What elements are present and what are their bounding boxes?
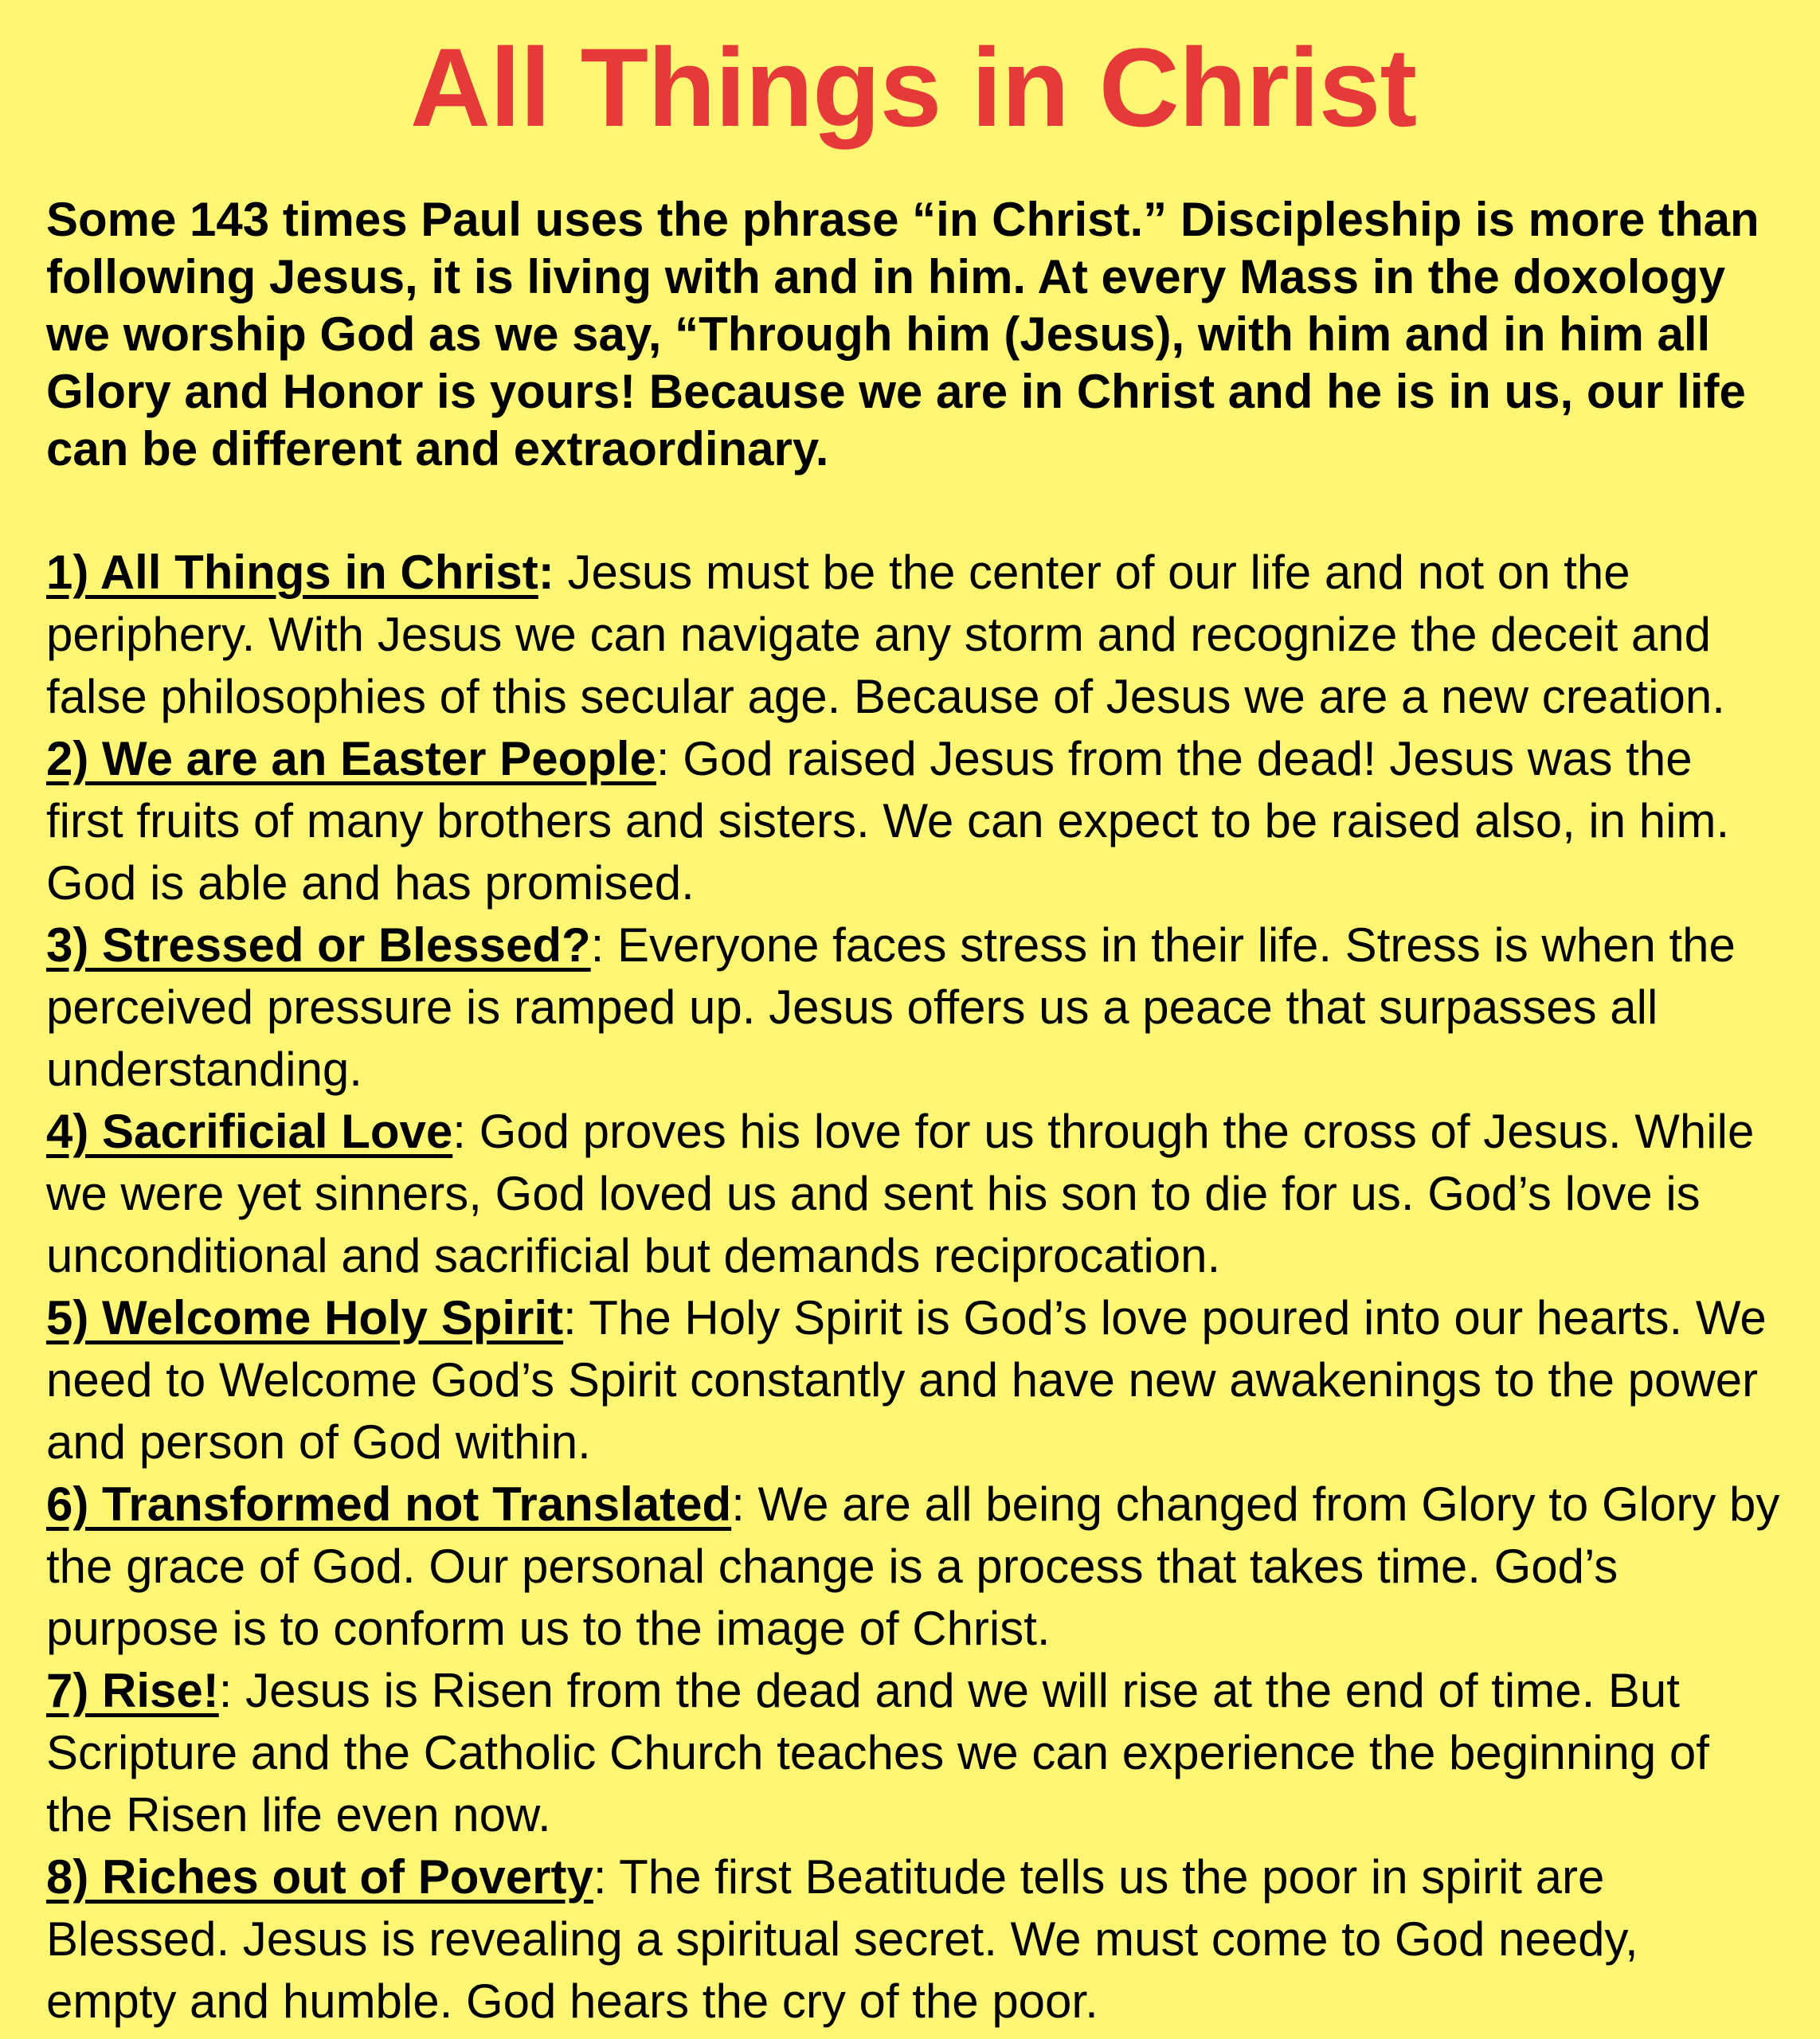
point-item bbox=[46, 1846, 1780, 2033]
point-separator: : bbox=[563, 1291, 577, 1344]
point-heading: 2) We are an Easter People bbox=[46, 732, 656, 785]
point-heading: 6) Transformed not Translated bbox=[46, 1477, 732, 1531]
point-heading: 4) Sacrificial Love bbox=[46, 1105, 453, 1158]
point-separator: : bbox=[656, 732, 670, 785]
point-heading: 7) Rise! bbox=[46, 1664, 219, 1717]
point-heading: 5) Welcome Holy Spirit bbox=[46, 1291, 564, 1344]
point-item bbox=[46, 542, 1780, 728]
point-separator: : bbox=[731, 1477, 745, 1531]
point-item bbox=[46, 1101, 1780, 1287]
point-text: The first Beatitude tells us the poor in spirit are Blessed. Jesus is revealing a spiritual secret. We must come to God needy, empty and humble. God hears the cry of the poor. bbox=[46, 1850, 1638, 2028]
point-text: Everyone faces stress in their life. Stress is when the perceived pressure is ramped up. Jesus offers us a peace that surpasses all understanding. bbox=[46, 918, 1736, 1096]
point-text: Jesus must be the center of our life and not on the periphery. With Jesus we can navigate any storm and recognize the deceit and false philosophies of this secular age. Because of Jesus we are a new creation. bbox=[46, 546, 1725, 723]
point-item bbox=[46, 1473, 1780, 1660]
point-separator: : bbox=[452, 1105, 466, 1158]
point-item bbox=[46, 1660, 1780, 1846]
point-item bbox=[46, 914, 1780, 1101]
intro-paragraph: Some 143 times Paul uses the phrase “in Christ.” Discipleship is more than following Jesus, it is living with and in him. At every Mass in the doxology we worship God as we say, “Through him (Jesus), with him and in him all Glory and Honor is yours! Because we are in Christ and he is in us, our life can be different and extraordinary. bbox=[46, 193, 1759, 476]
point-item bbox=[46, 728, 1780, 914]
point-heading: 1) All Things in Christ bbox=[46, 546, 538, 599]
point-text: The Holy Spirit is God’s love poured into our hearts. We need to Welcome God’s Spirit constantly and have new awakenings to the power and person of God within. bbox=[46, 1291, 1767, 1469]
points-list bbox=[46, 542, 1780, 2033]
point-separator: : bbox=[218, 1664, 233, 1717]
page-title: All Things in Christ bbox=[409, 25, 1417, 150]
point-separator: : bbox=[590, 918, 605, 972]
point-separator: : bbox=[593, 1850, 607, 1904]
point-item bbox=[46, 1287, 1780, 1473]
point-heading: 8) Riches out of Poverty bbox=[46, 1850, 593, 1904]
point-separator: : bbox=[538, 546, 554, 599]
point-text: God raised Jesus from the dead! Jesus was the first fruits of many brothers and sisters. We can expect to be raised also, in him. God is able and has promised. bbox=[46, 732, 1730, 910]
point-text: Jesus is Risen from the dead and we will rise at the end of time. But Scripture and the Catholic Church teaches we can experience the beginning of the Risen life even now. bbox=[46, 1664, 1709, 1841]
point-text: God proves his love for us through the cross of Jesus. While we were yet sinners, God loved us and sent his son to die for us. God’s love is unconditional and sacrificial but demands reciprocation. bbox=[46, 1105, 1755, 1282]
point-text: We are all being changed from Glory to Glory by the grace of God. Our personal change is a process that takes time. God’s purpose is to conform us to the image of Christ. bbox=[46, 1477, 1780, 1655]
point-heading: 3) Stressed or Blessed? bbox=[46, 918, 591, 972]
